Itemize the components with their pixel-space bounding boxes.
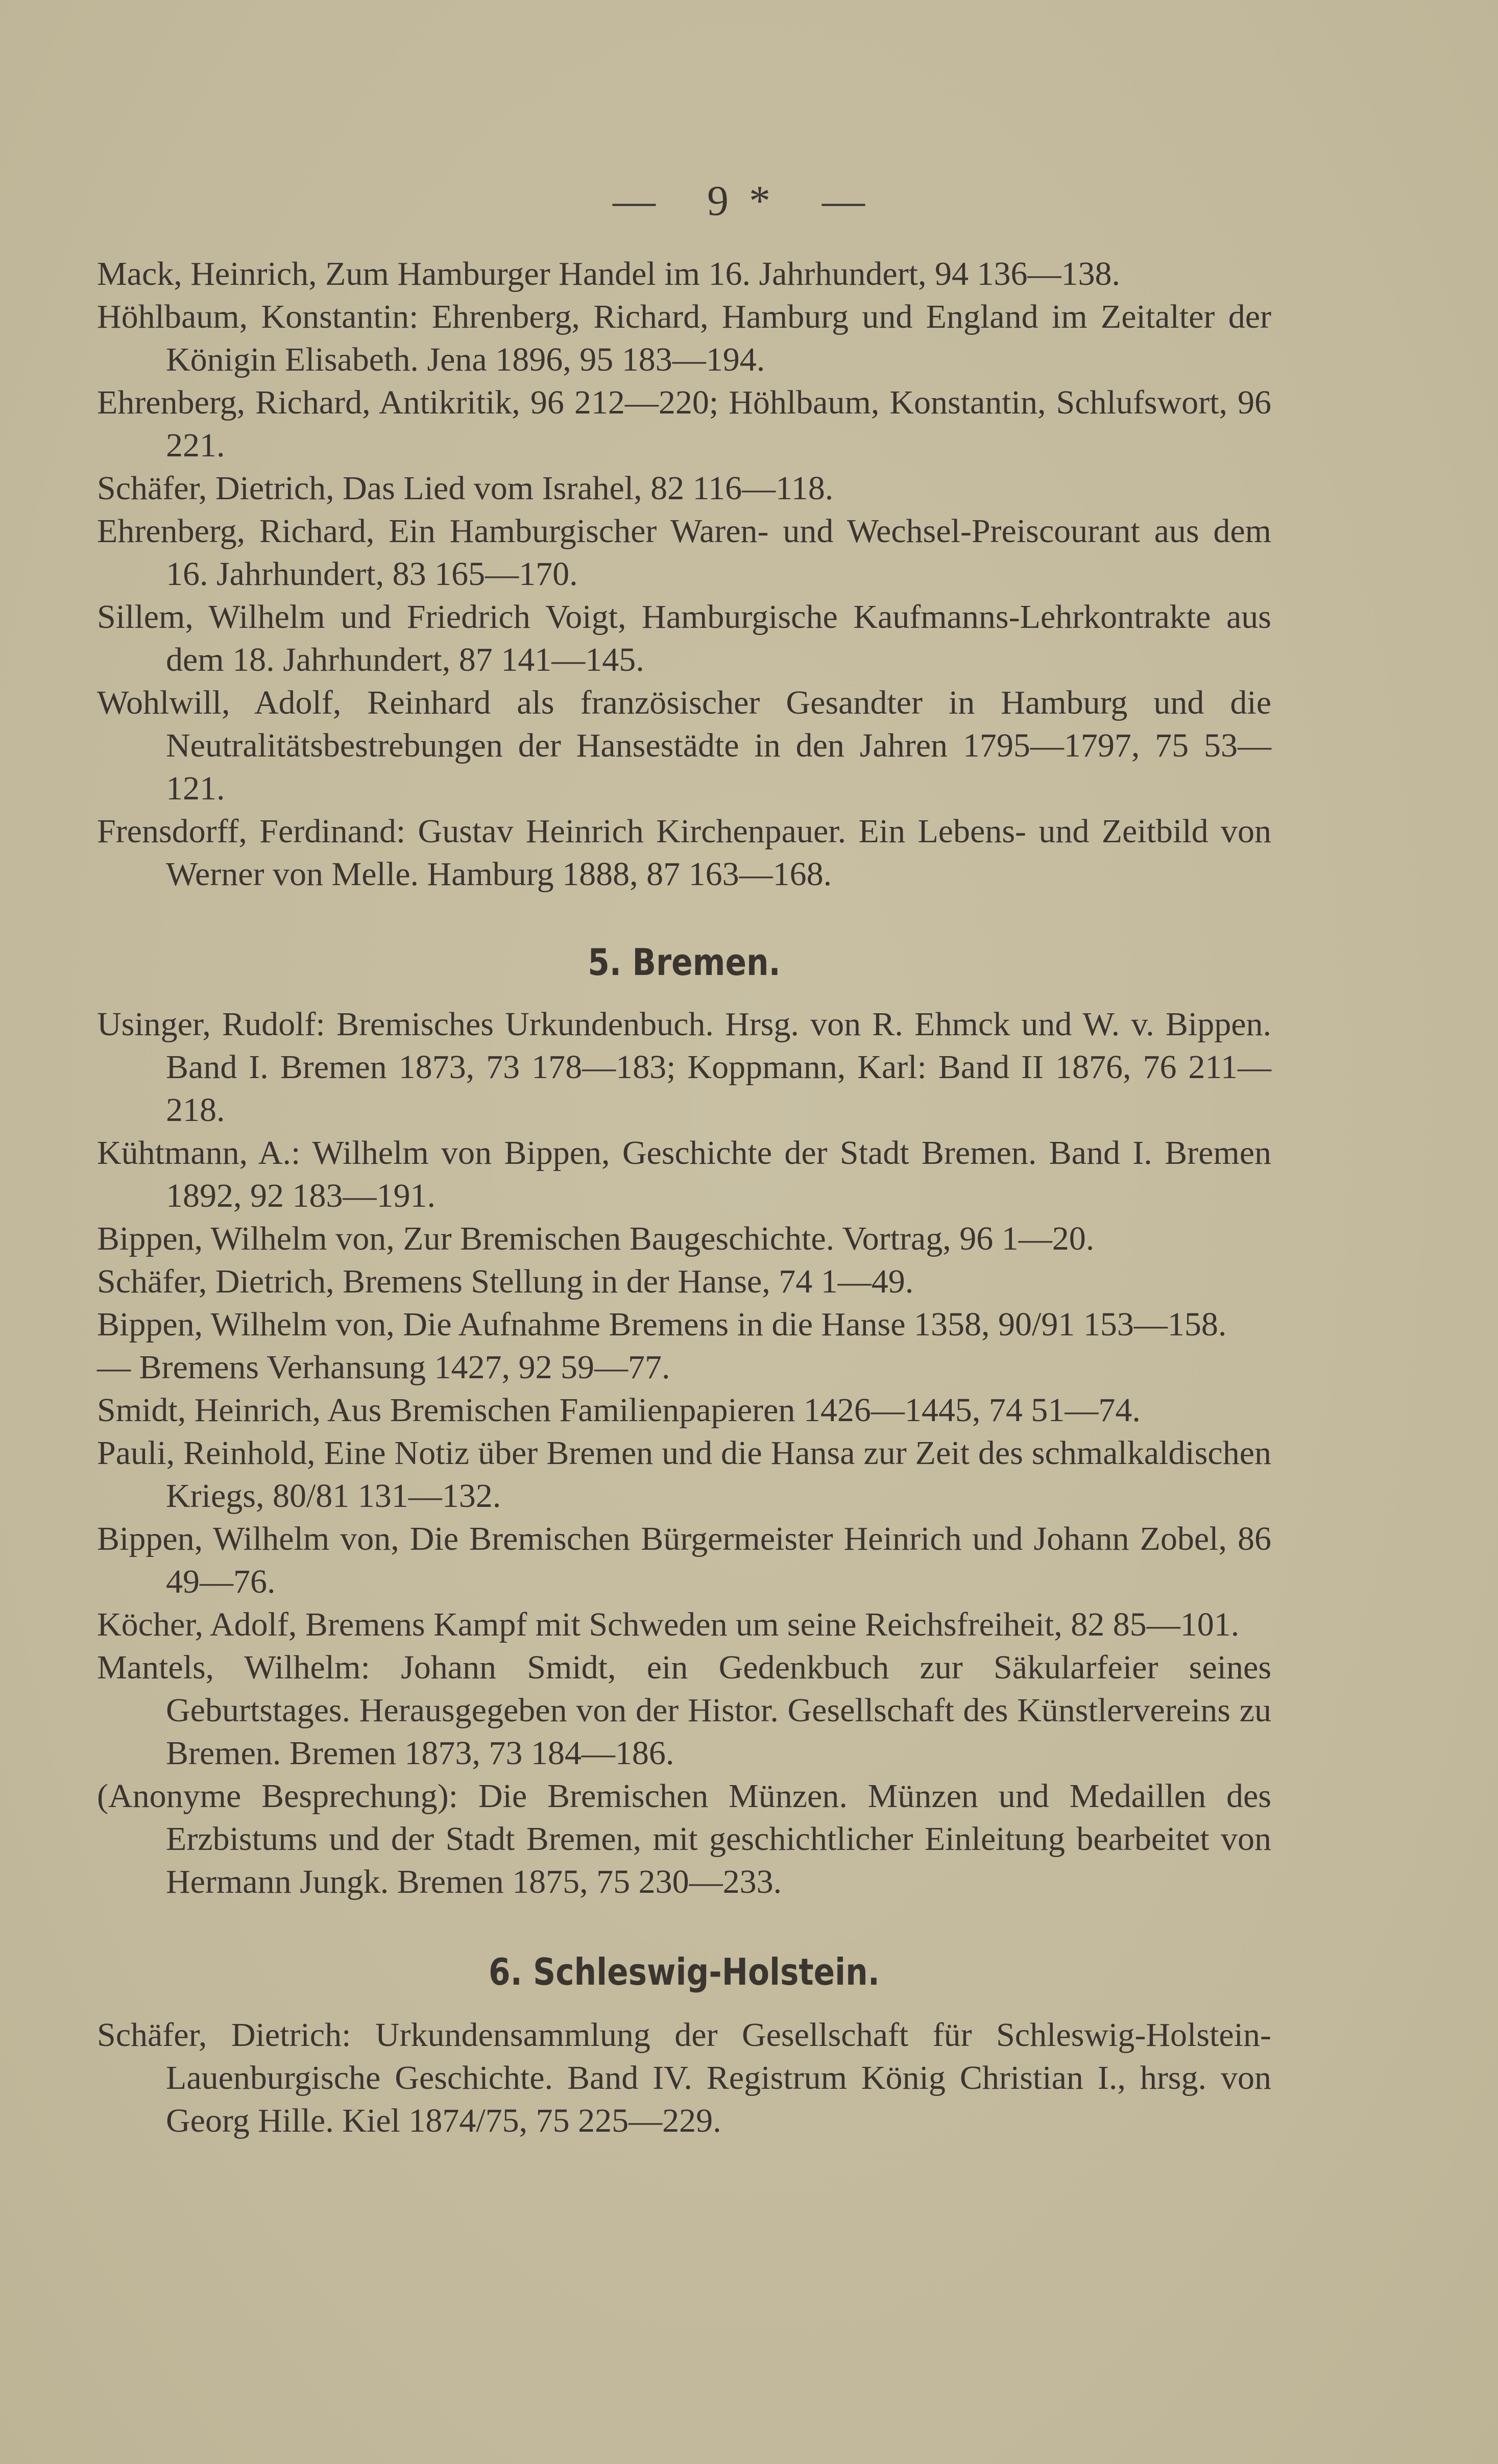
- bibliography-entry: Bippen, Wilhelm von, Die Bremischen Bürgermeister Heinrich und Johann Zobel, 86 49—76.: [97, 1520, 1271, 1600]
- bibliography-entry: Ehrenberg, Richard, Ein Hamburgischer Waren- und Wechsel-Preiscourant aus dem 16. Jahrhundert, 83 165—170.: [97, 513, 1271, 593]
- bibliography-entry: Usinger, Rudolf: Bremisches Urkundenbuch. Hrsg. von R. Ehmck und W. v. Bippen. Band I. Bremen 1873, 73 178—183; Koppmann, Karl: Band II 1876, 76 211—218.: [97, 1006, 1271, 1129]
- bibliography-entry: Höhlbaum, Konstantin: Ehrenberg, Richard, Hamburg und England im Zeitalter der Königin Elisabeth. Jena 1896, 95 183—194.: [97, 298, 1271, 378]
- bibliography-entry: (Anonyme Besprechung): Die Bremischen Münzen. Münzen und Medaillen des Erzbistums und der Stadt Bremen, mit geschichtlicher Einleitung bearbeitet von Hermann Jungk. Bremen 1875, 75 230—233.: [97, 1777, 1271, 1900]
- page-number: — 9* —: [613, 177, 885, 225]
- bibliography-entry: Wohlwill, Adolf, Reinhard als französischer Gesandter in Hamburg und die Neutralitätsbestrebungen der Hansestädte in den Jahren 1795—1797, 75 53—121.: [97, 684, 1271, 807]
- bibliography-entry: Pauli, Reinhold, Eine Notiz über Bremen und die Hansa zur Zeit des schmalkaldischen Kriegs, 80/81 131—132.: [97, 1434, 1271, 1515]
- bibliography-entry: Köcher, Adolf, Bremens Kampf mit Schweden um seine Reichsfreiheit, 82 85—101.: [97, 1606, 1240, 1643]
- bibliography-entry: Bippen, Wilhelm von, Zur Bremischen Baugeschichte. Vortrag, 96 1—20.: [97, 1220, 1095, 1257]
- bibliography-entry: Kühtmann, A.: Wilhelm von Bippen, Geschichte der Stadt Bremen. Band I. Bremen 1892, 92 183—191.: [97, 1134, 1271, 1214]
- hamburg-entries: [97, 253, 1271, 896]
- bibliography-entry: Bippen, Wilhelm von, Die Aufnahme Bremens in die Hanse 1358, 90/91 153—158.: [97, 1306, 1227, 1343]
- bibliography-entry: Mantels, Wilhelm: Johann Smidt, ein Gedenkbuch zur Säkularfeier seines Geburtstages. Herausgegeben von der Histor. Gesellschaft des Künstlervereins zu Bremen. Bremen 1873, 73 184—186.: [97, 1649, 1271, 1772]
- bremen-entries: [97, 1003, 1271, 1904]
- section-heading-schleswig-holstein: 6. Schleswig-Holstein.: [489, 1950, 880, 1993]
- bibliography-entry: Mack, Heinrich, Zum Hamburger Handel im 16. Jahrhundert, 94 136—138.: [97, 255, 1121, 292]
- bibliography-entry: Schäfer, Dietrich, Das Lied vom Israhel, 82 116—118.: [97, 470, 834, 507]
- bibliography-entry: — Bremens Verhansung 1427, 92 59—77.: [97, 1349, 670, 1386]
- bibliography-entry: Schäfer, Dietrich: Urkundensammlung der Gesellschaft für Schleswig-Holstein-Lauenburgische Geschichte. Band IV. Registrum König Christian I., hrsg. von Georg Hille. Kiel 1874/75, 75 225—229.: [97, 2016, 1271, 2139]
- schleswig-holstein-entries: [97, 2014, 1271, 2142]
- bibliography-entry: Sillem, Wilhelm und Friedrich Voigt, Hamburgische Kaufmanns-Lehrkontrakte aus dem 18. Jahrhundert, 87 141—145.: [97, 598, 1271, 678]
- bibliography-entry: Frensdorff, Ferdinand: Gustav Heinrich Kirchenpauer. Ein Lebens- und Zeitbild von Werner von Melle. Hamburg 1888, 87 163—168.: [97, 813, 1271, 893]
- bibliography-entry: Ehrenberg, Richard, Antikritik, 96 212—220; Höhlbaum, Konstantin, Schlufswort, 96 221.: [97, 384, 1271, 464]
- bibliography-entry: Schäfer, Dietrich, Bremens Stellung in der Hanse, 74 1—49.: [97, 1263, 914, 1300]
- bibliography-entry: Smidt, Heinrich, Aus Bremischen Familienpapieren 1426—1445, 74 51—74.: [97, 1392, 1141, 1429]
- page-content: [97, 253, 1271, 2142]
- section-heading-bremen: 5. Bremen.: [588, 941, 781, 984]
